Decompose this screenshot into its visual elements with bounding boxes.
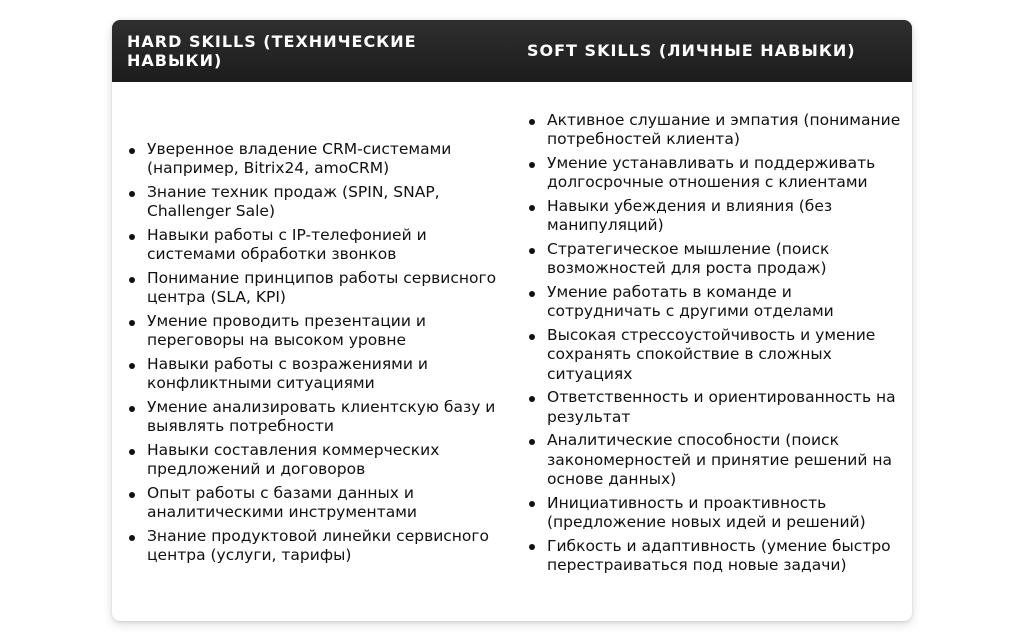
list-item: Умение проводить презентации и переговоры на высоком уровне: [127, 312, 502, 351]
soft-skills-list: [527, 111, 902, 580]
list-item: Умение анализировать клиентскую базу и выявлять потребности: [127, 398, 502, 437]
hard-skills-heading: HARD SKILLS (ТЕХНИЧЕСКИЕ НАВЫКИ): [127, 32, 417, 70]
hard-skills-list: [127, 140, 502, 570]
list-item: Уверенное владение CRM-системами (например, Bitrix24, amoCRM): [127, 140, 502, 179]
list-item: Активное слушание и эмпатия (понимание потребностей клиента): [527, 111, 902, 150]
list-item: Навыки работы с возражениями и конфликтными ситуациями: [127, 355, 502, 394]
list-item: Навыки работы с IP-телефонией и системами обработки звонков: [127, 226, 502, 265]
list-item: Навыки убеждения и влияния (без манипуляций): [527, 197, 902, 236]
list-item: Инициативность и проактивность (предложение новых идей и решений): [527, 494, 902, 533]
list-item: Ответственность и ориентированность на результат: [527, 388, 902, 427]
list-item: Понимание принципов работы сервисного центра (SLA, KPI): [127, 269, 502, 308]
list-item: Навыки составления коммерческих предложений и договоров: [127, 441, 502, 480]
list-item: Аналитические способности (поиск закономерностей и принятие решений на основе данных): [527, 431, 902, 489]
list-item: Гибкость и адаптивность (умение быстро перестраиваться под новые задачи): [527, 537, 902, 576]
list-item: Знание техник продаж (SPIN, SNAP, Challenger Sale): [127, 183, 502, 222]
list-item: Знание продуктовой линейки сервисного центра (услуги, тарифы): [127, 527, 502, 566]
list-item: Высокая стрессоустойчивость и умение сохранять спокойствие в сложных ситуациях: [527, 326, 902, 384]
list-item: Умение работать в команде и сотрудничать с другими отделами: [527, 283, 902, 322]
list-item: Умение устанавливать и поддерживать долгосрочные отношения с клиентами: [527, 154, 902, 193]
skills-table: [112, 20, 912, 621]
list-item: Стратегическое мышление (поиск возможностей для роста продаж): [527, 240, 902, 279]
soft-skills-heading: SOFT SKILLS (ЛИЧНЫЕ НАВЫКИ): [527, 41, 856, 60]
table-header: [112, 20, 912, 82]
list-item: Опыт работы с базами данных и аналитическими инструментами: [127, 484, 502, 523]
